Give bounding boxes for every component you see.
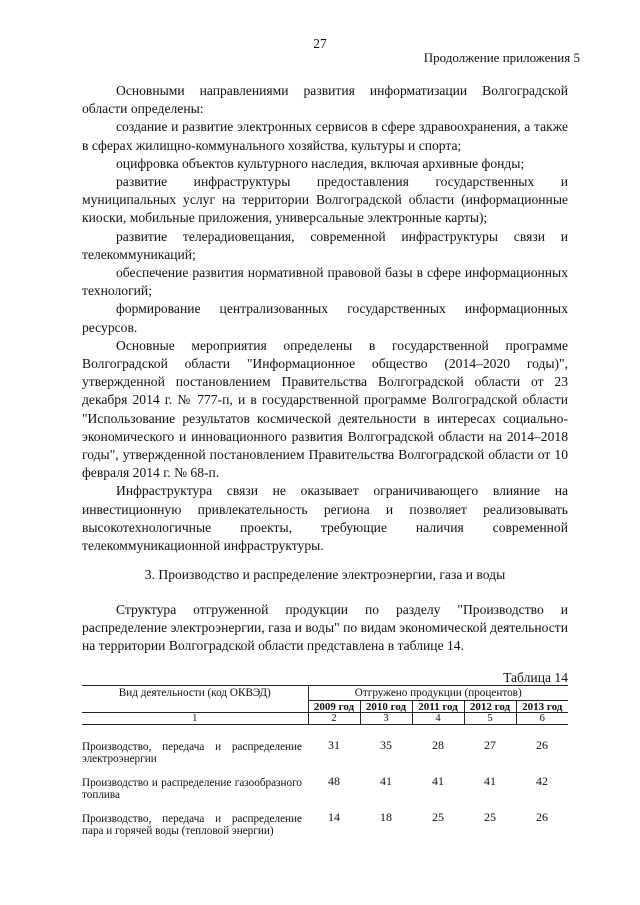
page-number: 27 — [313, 36, 327, 51]
column-number: 6 — [516, 713, 568, 725]
shipment-table — [82, 685, 568, 837]
row-value: 41 — [380, 774, 392, 788]
section-intro: Структура отгруженной продукции по разделу "Производство и распределение электроэнергии, газа и воды" по видам экономической деятельности на территории Волгоградской области представлена в таблице 14. — [82, 602, 568, 654]
row-label: Производство и распределение газообразного топлива — [82, 777, 302, 801]
year-header: 2011 год — [412, 701, 464, 713]
section-heading: 3. Производство и распределение электроэнергии, газа и воды — [144, 567, 506, 582]
row-value: 41 — [432, 774, 444, 788]
row-value: 31 — [328, 738, 340, 752]
row-value: 25 — [432, 810, 444, 824]
appendix-continuation: Продолжение приложения 5 — [423, 50, 580, 65]
table-row — [82, 801, 568, 837]
paragraph: создание и развитие электронных сервисов в сфере здравоохранения, а также в сферах жилищно-коммунального хозяйства, культуры и спорта; — [82, 119, 568, 153]
paragraph: развитие инфраструктуры предоставления государственных и муниципальных услуг на территории Волгоградской области (информационные киоски, мобильные приложения, универсальные электронные карты); — [82, 174, 568, 226]
column-number: 3 — [360, 713, 412, 725]
column-number: 4 — [412, 713, 464, 725]
table-row — [82, 725, 568, 766]
row-value: 18 — [380, 810, 392, 824]
paragraph: Основные мероприятия определены в государственной программе Волгоградской области "Информационное общество (2014–2020 годы)", утвержденной постановлением Правительства Волгоградской области от 23 декабря 2014 г. № 777-п, и в государственной программе Волгоградской области "Использование результатов космической деятельности в интересах социально-экономического и инновационного развития Волгоградской области на 2014–2018 годы", утвержденной постановлением Правительства Волгоградской области от 10 февраля 2014 г. № 68-п. — [82, 337, 568, 481]
row-label: Производство, передача и распределение пара и горячей воды (тепловой энергии) — [82, 813, 302, 837]
row-value: 27 — [484, 738, 496, 752]
column-number: 5 — [464, 713, 516, 725]
paragraph: оцифровка объектов культурного наследия, включая архивные фонды; — [116, 155, 525, 171]
column-number: 2 — [308, 713, 360, 725]
year-header: 2013 год — [516, 701, 568, 713]
body-text — [82, 82, 568, 555]
row-value: 48 — [328, 774, 340, 788]
year-header: 2010 год — [360, 701, 412, 713]
column-number: 1 — [82, 713, 308, 725]
row-value: 26 — [536, 738, 548, 752]
row-value: 28 — [432, 738, 444, 752]
paragraph: Инфраструктура связи не оказывает ограничивающего влияние на инвестиционную привлекательность региона и позволяет реализовывать высокотехнологичные проекты, требующие наличия современной телекоммуникационной инфраструктуры. — [82, 483, 568, 554]
paragraph: формирование централизованных государственных информационных ресурсов. — [82, 301, 568, 335]
table-caption: Таблица 14 — [503, 670, 568, 685]
table-row — [82, 765, 568, 801]
row-value: 41 — [484, 774, 496, 788]
row-value: 35 — [380, 738, 392, 752]
paragraph: развитие телерадиовещания, современной инфраструктуры связи и телекоммуникаций; — [82, 228, 568, 262]
year-header: 2009 год — [308, 701, 360, 713]
row-label: Производство, передача и распределение электроэнергии — [82, 741, 302, 765]
paragraph: Основными направлениями развития информатизации Волгоградской области определены: — [82, 83, 568, 117]
paragraph: обеспечение развития нормативной правовой базы в сфере информационных технологий; — [82, 265, 568, 299]
header-activity: Вид деятельности (код ОКВЭД) — [118, 687, 271, 699]
row-value: 14 — [328, 810, 340, 824]
row-value: 25 — [484, 810, 496, 824]
year-header: 2012 год — [464, 701, 516, 713]
header-shipped: Отгружено продукции (процентов) — [308, 686, 568, 701]
row-value: 42 — [536, 774, 548, 788]
row-value: 26 — [536, 810, 548, 824]
